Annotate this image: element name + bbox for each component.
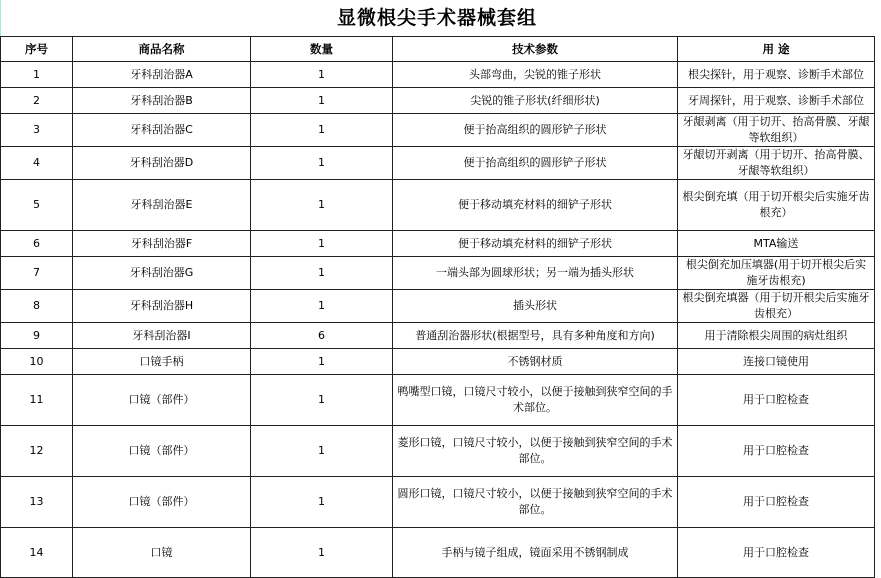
- cell-name[interactable]: 牙科刮治器G: [73, 257, 251, 290]
- cell-index[interactable]: 10: [1, 349, 73, 375]
- cell-name[interactable]: 牙科刮治器E: [73, 180, 251, 231]
- cell-qty[interactable]: 1: [251, 349, 393, 375]
- cell-index[interactable]: 4: [1, 147, 73, 180]
- cell-spec[interactable]: 普通刮治器形状(根据型号，具有多种角度和方向): [393, 323, 678, 349]
- cell-qty[interactable]: 1: [251, 88, 393, 114]
- table-row: [1, 180, 875, 231]
- cell-name[interactable]: 牙科刮治器I: [73, 323, 251, 349]
- cell-qty[interactable]: 1: [251, 147, 393, 180]
- cell-qty[interactable]: 1: [251, 290, 393, 323]
- cell-index[interactable]: 7: [1, 257, 73, 290]
- cell-index[interactable]: 9: [1, 323, 73, 349]
- cell-name[interactable]: 牙科刮治器D: [73, 147, 251, 180]
- header-spec[interactable]: 技术参数: [393, 37, 678, 62]
- table-row: [1, 231, 875, 257]
- cell-usage[interactable]: MTA输送: [678, 231, 875, 257]
- cell-spec[interactable]: 便于抬高组织的圆形铲子形状: [393, 147, 678, 180]
- cell-spec[interactable]: 便于移动填充材料的细铲子形状: [393, 231, 678, 257]
- cell-usage[interactable]: 根尖倒充填（用于切开根尖后实施牙齿根充）: [678, 180, 875, 231]
- cell-usage[interactable]: 用于口腔检查: [678, 375, 875, 426]
- cell-name[interactable]: 口镜（部件）: [73, 375, 251, 426]
- header-usage[interactable]: 用 途: [678, 37, 875, 62]
- cell-qty[interactable]: 1: [251, 528, 393, 578]
- cell-spec[interactable]: 一端头部为圆球形状；另一端为插头形状: [393, 257, 678, 290]
- cell-name[interactable]: 口镜（部件）: [73, 477, 251, 528]
- cell-spec[interactable]: 手柄与镜子组成，镜面采用不锈钢制成: [393, 528, 678, 578]
- cell-name[interactable]: 牙科刮治器A: [73, 62, 251, 88]
- table-row: [1, 349, 875, 375]
- header-index[interactable]: 序号: [1, 37, 73, 62]
- cell-qty[interactable]: 1: [251, 375, 393, 426]
- cell-spec[interactable]: 菱形口镜，口镜尺寸较小，以便于接触到狭窄空间的手术部位。: [393, 426, 678, 477]
- cell-usage[interactable]: 用于清除根尖周围的病灶组织: [678, 323, 875, 349]
- cell-spec[interactable]: 圆形口镜，口镜尺寸较小，以便于接触到狭窄空间的手术部位。: [393, 477, 678, 528]
- header-row: [1, 37, 875, 62]
- cell-index[interactable]: 11: [1, 375, 73, 426]
- cell-usage[interactable]: 连接口镜使用: [678, 349, 875, 375]
- cell-usage[interactable]: 牙龈切开剥离（用于切开、抬高骨膜、牙龈等软组织）: [678, 147, 875, 180]
- cell-qty[interactable]: 1: [251, 114, 393, 147]
- table-row: [1, 323, 875, 349]
- table-row: [1, 62, 875, 88]
- cell-qty[interactable]: 1: [251, 231, 393, 257]
- table-row: [1, 88, 875, 114]
- header-qty[interactable]: 数量: [251, 37, 393, 62]
- cell-qty[interactable]: 1: [251, 426, 393, 477]
- cell-usage[interactable]: 牙周探针，用于观察、诊断手术部位: [678, 88, 875, 114]
- cell-index[interactable]: 3: [1, 114, 73, 147]
- cell-qty[interactable]: 1: [251, 477, 393, 528]
- cell-name[interactable]: 口镜（部件）: [73, 426, 251, 477]
- cell-usage[interactable]: 用于口腔检查: [678, 477, 875, 528]
- cell-name[interactable]: 牙科刮治器B: [73, 88, 251, 114]
- table-row: [1, 426, 875, 477]
- table-row: [1, 114, 875, 147]
- cell-index[interactable]: 1: [1, 62, 73, 88]
- cell-spec[interactable]: 头部弯曲，尖锐的锥子形状: [393, 62, 678, 88]
- cell-spec[interactable]: 鸭嘴型口镜，口镜尺寸较小，以便于接触到狭窄空间的手术部位。: [393, 375, 678, 426]
- cell-name[interactable]: 口镜手柄: [73, 349, 251, 375]
- instrument-table: [0, 36, 875, 578]
- header-name[interactable]: 商品名称: [73, 37, 251, 62]
- cell-index[interactable]: 6: [1, 231, 73, 257]
- cell-index[interactable]: 12: [1, 426, 73, 477]
- table-row: [1, 528, 875, 578]
- cell-usage[interactable]: 根尖倒充填器（用于切开根尖后实施牙齿根充）: [678, 290, 875, 323]
- table-row: [1, 375, 875, 426]
- cell-usage[interactable]: 用于口腔检查: [678, 426, 875, 477]
- cell-index[interactable]: 8: [1, 290, 73, 323]
- cell-qty[interactable]: 1: [251, 257, 393, 290]
- cell-index[interactable]: 13: [1, 477, 73, 528]
- sheet-title: 显微根尖手术器械套组: [336, 7, 537, 29]
- cell-usage[interactable]: 根尖探针，用于观察、诊断手术部位: [678, 62, 875, 88]
- cell-spec[interactable]: 插头形状: [393, 290, 678, 323]
- cell-index[interactable]: 14: [1, 528, 73, 578]
- cell-name[interactable]: 牙科刮治器F: [73, 231, 251, 257]
- cell-usage[interactable]: 牙龈剥离（用于切开、抬高骨膜、牙龈等软组织）: [678, 114, 875, 147]
- cell-name[interactable]: 口镜: [73, 528, 251, 578]
- table-row: [1, 147, 875, 180]
- table-row: [1, 477, 875, 528]
- cell-name[interactable]: 牙科刮治器C: [73, 114, 251, 147]
- cell-name[interactable]: 牙科刮治器H: [73, 290, 251, 323]
- cell-usage[interactable]: 根尖倒充加压填器(用于切开根尖后实施牙齿根充): [678, 257, 875, 290]
- cell-index[interactable]: 2: [1, 88, 73, 114]
- cell-qty[interactable]: 1: [251, 180, 393, 231]
- cell-usage[interactable]: 用于口腔检查: [678, 528, 875, 578]
- cell-spec[interactable]: 尖锐的锥子形状(纤细形状): [393, 88, 678, 114]
- table-row: [1, 290, 875, 323]
- cell-spec[interactable]: 便于抬高组织的圆形铲子形状: [393, 114, 678, 147]
- table-row: [1, 257, 875, 290]
- cell-spec[interactable]: 不锈钢材质: [393, 349, 678, 375]
- cell-spec[interactable]: 便于移动填充材料的细铲子形状: [393, 180, 678, 231]
- cell-qty[interactable]: 6: [251, 323, 393, 349]
- cell-qty[interactable]: 1: [251, 62, 393, 88]
- cell-index[interactable]: 5: [1, 180, 73, 231]
